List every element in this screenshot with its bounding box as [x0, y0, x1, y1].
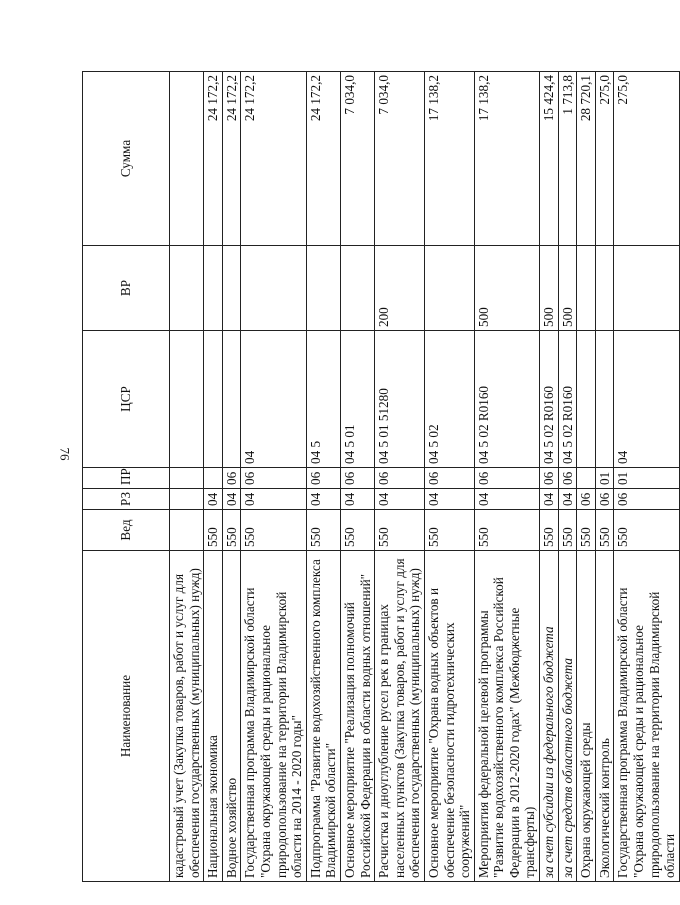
table-row — [540, 72, 559, 882]
cell-csr: 04 5 02 R0160 — [540, 331, 559, 468]
cell-csr — [577, 331, 596, 468]
cell-vr: 500 — [540, 246, 559, 331]
cell-sum: 7 034,0 — [375, 72, 425, 246]
budget-table — [82, 71, 680, 882]
cell-pr: 06 — [424, 468, 474, 489]
cell-ved: 550 — [222, 510, 241, 551]
cell-sum: 28 720,1 — [577, 72, 596, 246]
cell-pr: 01 — [595, 468, 614, 489]
cell-ved: 550 — [540, 510, 559, 551]
cell-pr — [204, 468, 223, 489]
table-row — [424, 72, 474, 882]
cell-name: Экологический контроль — [595, 551, 614, 882]
cell-rz: 04 — [540, 489, 559, 510]
cell-pr: 06 — [241, 468, 306, 489]
cell-vr: 500 — [558, 246, 577, 331]
cell-pr: 06 — [375, 468, 425, 489]
cell-csr — [595, 331, 614, 468]
cell-ved: 550 — [577, 510, 596, 551]
cell-ved — [170, 510, 204, 551]
cell-csr: 04 — [614, 331, 679, 468]
cell-csr: 04 — [241, 331, 306, 468]
cell-name: Подпрограмма "Развитие водохозяйственного комплекса Владимирской области" — [306, 551, 340, 882]
cell-vr — [204, 246, 223, 331]
header-csr: ЦСР — [83, 331, 170, 468]
cell-vr: 500 — [474, 246, 539, 331]
cell-name: Основное мероприятие "Реализация полномочий Российской Федерации в области водных отношений" — [340, 551, 374, 882]
table-body — [170, 72, 680, 882]
cell-sum: 15 424,4 — [540, 72, 559, 246]
table-row — [558, 72, 577, 882]
cell-vr — [306, 246, 340, 331]
rotated-page — [82, 72, 678, 882]
table-row — [222, 72, 241, 882]
cell-name: Государственная программа Владимирской области "Охрана окружающей среды и рациональное природопользование на территории Владимирской области — [614, 551, 679, 882]
table-row — [595, 72, 614, 882]
cell-sum: 17 138,2 — [424, 72, 474, 246]
cell-vr: 200 — [375, 246, 425, 331]
table-row — [204, 72, 223, 882]
cell-csr: 04 5 02 R0160 — [558, 331, 577, 468]
page-number: 76 — [57, 447, 73, 461]
cell-pr: 06 — [222, 468, 241, 489]
table-row — [614, 72, 679, 882]
cell-name: за счет субсидии из федерального бюджета — [540, 551, 559, 882]
header-rz: РЗ — [83, 489, 170, 510]
cell-rz: 04 — [306, 489, 340, 510]
cell-name: Мероприятия федеральной целевой программы "Развитие водохозяйственного комплекса Российской Федерации в 2012-2020 годах" (Межбюджетные трансферты) — [474, 551, 539, 882]
header-name: Наименование — [83, 551, 170, 882]
cell-rz: 04 — [474, 489, 539, 510]
header-pr: ПР — [83, 468, 170, 489]
cell-sum: 24 172,2 — [306, 72, 340, 246]
cell-rz: 04 — [424, 489, 474, 510]
cell-rz: 04 — [558, 489, 577, 510]
cell-rz: 04 — [222, 489, 241, 510]
cell-csr — [204, 331, 223, 468]
cell-name: Водное хозяйство — [222, 551, 241, 882]
cell-pr: 06 — [558, 468, 577, 489]
cell-ved: 550 — [595, 510, 614, 551]
cell-sum: 1 713,8 — [558, 72, 577, 246]
cell-vr — [577, 246, 596, 331]
cell-ved: 550 — [306, 510, 340, 551]
cell-vr — [595, 246, 614, 331]
cell-ved: 550 — [424, 510, 474, 551]
cell-sum: 275,0 — [595, 72, 614, 246]
cell-sum: 275,0 — [614, 72, 679, 246]
header-vr: ВР — [83, 246, 170, 331]
table-row — [306, 72, 340, 882]
cell-rz: 04 — [340, 489, 374, 510]
cell-sum — [170, 72, 204, 246]
cell-ved: 550 — [375, 510, 425, 551]
cell-vr — [241, 246, 306, 331]
header-row — [83, 72, 170, 882]
cell-csr: 04 5 01 51280 — [375, 331, 425, 468]
cell-name: Национальная экономика — [204, 551, 223, 882]
cell-ved: 550 — [241, 510, 306, 551]
cell-rz: 04 — [375, 489, 425, 510]
table-row — [375, 72, 425, 882]
cell-pr: 06 — [306, 468, 340, 489]
table-row — [474, 72, 539, 882]
cell-ved: 550 — [558, 510, 577, 551]
cell-csr: 04 5 02 — [424, 331, 474, 468]
cell-vr — [340, 246, 374, 331]
cell-pr: 06 — [340, 468, 374, 489]
cell-sum: 24 172,2 — [204, 72, 223, 246]
cell-rz: 04 — [241, 489, 306, 510]
cell-pr — [577, 468, 596, 489]
cell-rz: 06 — [577, 489, 596, 510]
cell-rz — [170, 489, 204, 510]
cell-sum: 24 172,2 — [222, 72, 241, 246]
header-sum: Сумма — [83, 72, 170, 246]
cell-vr — [222, 246, 241, 331]
cell-rz: 04 — [204, 489, 223, 510]
table-row — [577, 72, 596, 882]
cell-sum: 17 138,2 — [474, 72, 539, 246]
cell-sum: 24 172,2 — [241, 72, 306, 246]
table-row — [170, 72, 204, 882]
cell-sum: 7 034,0 — [340, 72, 374, 246]
cell-ved: 550 — [340, 510, 374, 551]
cell-name: за счет средств областного бюджета — [558, 551, 577, 882]
cell-csr — [170, 331, 204, 468]
table-stage — [82, 72, 678, 882]
cell-csr: 04 5 02 R0160 — [474, 331, 539, 468]
cell-name: Государственная программа Владимирской области "Охрана окружающей среды и рациональное природопользование на территории Владимирской области на 2014 - 2020 годы" — [241, 551, 306, 882]
cell-pr: 06 — [474, 468, 539, 489]
cell-csr: 04 5 — [306, 331, 340, 468]
cell-ved: 550 — [614, 510, 679, 551]
header-ved: Вед — [83, 510, 170, 551]
table-row — [241, 72, 306, 882]
cell-vr — [614, 246, 679, 331]
cell-name: Охрана окружающей среды — [577, 551, 596, 882]
cell-pr: 01 — [614, 468, 679, 489]
cell-vr — [170, 246, 204, 331]
table-row — [340, 72, 374, 882]
cell-ved: 550 — [204, 510, 223, 551]
cell-name: Расчистка и дноуглубление русел рек в границах населенных пунктов (Закупка товаров, работ и услуг для обеспечения государственных (муниципальных) нужд) — [375, 551, 425, 882]
cell-csr: 04 5 01 — [340, 331, 374, 468]
cell-rz: 06 — [595, 489, 614, 510]
cell-csr — [222, 331, 241, 468]
cell-name: кадастровый учет (Закупка товаров, работ и услуг для обеспечения государственных (муниципальных) нужд) — [170, 551, 204, 882]
cell-vr — [424, 246, 474, 331]
cell-name: Основное мероприятие "Охрана водных объектов и обеспечение безопасности гидротехнических сооружений" — [424, 551, 474, 882]
cell-ved: 550 — [474, 510, 539, 551]
cell-rz: 06 — [614, 489, 679, 510]
cell-pr — [170, 468, 204, 489]
cell-pr: 06 — [540, 468, 559, 489]
